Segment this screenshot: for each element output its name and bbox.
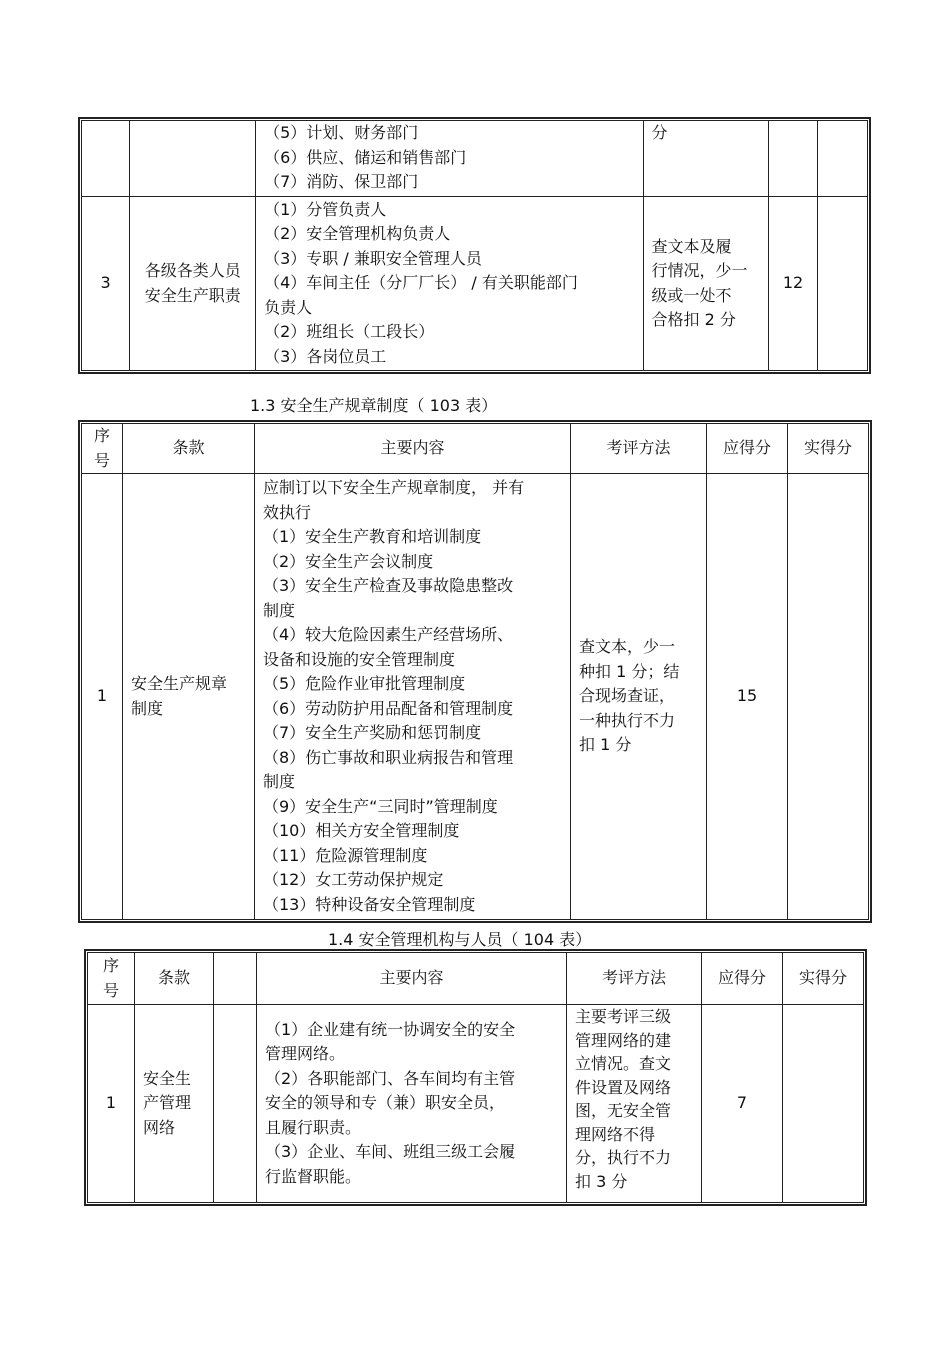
- method-line: 分，执行不力: [575, 1148, 672, 1167]
- content-line: （7）安全生产奖励和惩罚制度: [263, 723, 482, 742]
- content-line: （1）分管负责人: [264, 199, 387, 219]
- table-row: [82, 121, 868, 197]
- content-line: 效执行: [263, 502, 312, 522]
- method-line: 查文本，少一: [579, 637, 676, 657]
- content-line: 制度: [263, 772, 296, 791]
- content-line: （6）劳动防护用品配备和管理制度: [263, 698, 514, 718]
- clause-cell: [123, 474, 255, 920]
- actual-score-cell: [783, 1005, 864, 1203]
- content-line: 行监督职能。: [265, 1166, 362, 1186]
- clause-line: 安全生产职责: [144, 285, 241, 305]
- table-row: [82, 197, 868, 371]
- content-line: （3）企业、车间、班组三级工会履: [265, 1142, 516, 1162]
- table-regulations: [81, 423, 869, 920]
- content-line: （11）危险源管理制度: [263, 845, 428, 865]
- content-cell: [257, 1005, 567, 1203]
- content-line: （12）女工劳动保护规定: [263, 870, 444, 889]
- actual-score-cell: [817, 197, 867, 371]
- method-line: 扣 3 分: [575, 1171, 628, 1191]
- method-line: 理网络不得: [575, 1124, 656, 1144]
- content-line: 且履行职责。: [265, 1117, 362, 1137]
- header-score: 应得分: [707, 424, 788, 474]
- content-line: 安全的领导和专（兼）职安全员，: [265, 1093, 506, 1113]
- method-line: 一种执行不力: [579, 710, 676, 730]
- cell-no: [82, 121, 130, 197]
- method-cell: [571, 474, 707, 920]
- table-row: [88, 1005, 864, 1203]
- method-line: 立情况。查文: [575, 1054, 672, 1073]
- method-line: 件设置及网络: [575, 1077, 672, 1097]
- content-line: （13）特种设备安全管理制度: [263, 894, 476, 914]
- header-clause: 条款: [135, 953, 214, 1005]
- method-cell: [643, 197, 769, 371]
- header-no: [88, 953, 135, 1005]
- content-line: （2）安全管理机构负责人: [264, 224, 451, 244]
- header-no: [82, 424, 123, 474]
- content-line: （1）安全生产教育和培训制度: [263, 527, 482, 546]
- method-line: 级或一处不: [651, 285, 732, 305]
- cell-score: [769, 121, 817, 197]
- header-content: 主要内容: [257, 953, 567, 1005]
- method-line: 行情况，少一: [651, 261, 748, 280]
- clause-cell: [135, 1005, 214, 1203]
- method-cell: [567, 1005, 702, 1203]
- content-line: （5）计划、财务部门: [264, 123, 419, 142]
- content-line: （2）班组长（工段长）: [264, 322, 435, 342]
- content-line: 制度: [263, 600, 296, 620]
- content-line: （6）供应、储运和销售部门: [264, 147, 467, 167]
- clause-line: 制度: [131, 698, 164, 718]
- header-clause: 条款: [123, 424, 255, 474]
- content-line: 应制订以下安全生产规章制度， 并有: [263, 478, 525, 497]
- method-line: 扣 1 分: [579, 735, 632, 755]
- content-line: （2）各职能部门、各车间均有主管: [265, 1068, 516, 1088]
- score-cell: 7: [702, 1005, 783, 1203]
- method-line: 查文本及履: [651, 236, 732, 256]
- table-header-row: [88, 953, 864, 1005]
- content-line: 设备和设施的安全管理制度: [263, 649, 456, 669]
- score-cell: 15: [707, 474, 788, 920]
- content-line: （10）相关方安全管理制度: [263, 821, 460, 840]
- content-line: （3）安全生产检查及事故隐患整改: [263, 576, 514, 595]
- method-line: 合现场查证，: [579, 686, 676, 706]
- content-line: 管理网络。: [265, 1044, 346, 1064]
- content-cell: [255, 474, 571, 920]
- header-blank: [214, 953, 257, 1005]
- content-line: （4）较大危险因素生产经营场所、: [263, 625, 514, 644]
- method-line: 合格扣 2 分: [651, 310, 736, 329]
- cell-content: [256, 121, 643, 197]
- section-caption-1-4: 1.4 安全管理机构与人员（ 104 表）: [328, 930, 592, 949]
- table-header-row: [82, 424, 869, 474]
- content-line: （3）专职 / 兼职安全管理人员: [264, 248, 482, 268]
- header-no-line: 序: [93, 426, 110, 445]
- clause-line: 各级各类人员: [144, 261, 241, 280]
- clause-line: 网络: [143, 1117, 176, 1137]
- header-no-line: 号: [102, 980, 119, 1000]
- row-number: 3: [82, 197, 130, 371]
- content-line: （1）企业建有统一协调安全的安全: [265, 1019, 516, 1039]
- header-method: 考评方法: [571, 424, 707, 474]
- content-line: （5）危险作业审批管理制度: [263, 674, 466, 693]
- content-line: 负责人: [264, 297, 313, 317]
- content-line: （2）安全生产会议制度: [263, 551, 434, 571]
- row-number: 1: [82, 474, 123, 920]
- cell-actual: [817, 121, 867, 197]
- section-caption-1-3: 1.3 安全生产规章制度（ 103 表）: [250, 396, 498, 415]
- method-line: 管理网络的建: [575, 1030, 672, 1050]
- method-line: 主要考评三级: [575, 1007, 672, 1026]
- header-no-line: 序: [102, 956, 119, 975]
- cell-method: [643, 121, 769, 197]
- content-line: （4）车间主任（分厂厂长） / 有关职能部门: [264, 273, 578, 293]
- header-content: 主要内容: [255, 424, 571, 474]
- header-actual: 实得分: [788, 424, 869, 474]
- row-number: 1: [88, 1005, 135, 1203]
- header-actual: 实得分: [783, 953, 864, 1005]
- header-score: 应得分: [702, 953, 783, 1005]
- table-management-network: [87, 952, 864, 1203]
- table-continuation: [81, 120, 868, 371]
- header-no-line: 号: [93, 450, 110, 470]
- content-line: （9）安全生产“三同时”管理制度: [263, 796, 498, 816]
- cell-clause: [130, 121, 256, 197]
- clause-line: 安全生: [143, 1068, 192, 1088]
- content-line: （7）消防、保卫部门: [264, 172, 419, 191]
- table-row: [82, 474, 869, 920]
- clause-line: 产管理: [143, 1093, 192, 1113]
- content-line: （3）各岗位员工: [264, 346, 387, 366]
- clause-line: 安全生产规章: [131, 674, 228, 693]
- method-line: 图，无安全管: [575, 1101, 672, 1120]
- score-cell: 12: [769, 197, 817, 371]
- method-text: 分: [651, 123, 668, 142]
- content-line: （8）伤亡事故和职业病报告和管理: [263, 747, 514, 767]
- header-method: 考评方法: [567, 953, 702, 1005]
- blank-cell: [214, 1005, 257, 1203]
- content-cell: [256, 197, 643, 371]
- actual-score-cell: [788, 474, 869, 920]
- clause-cell: [130, 197, 256, 371]
- method-line: 种扣 1 分；结: [579, 661, 680, 681]
